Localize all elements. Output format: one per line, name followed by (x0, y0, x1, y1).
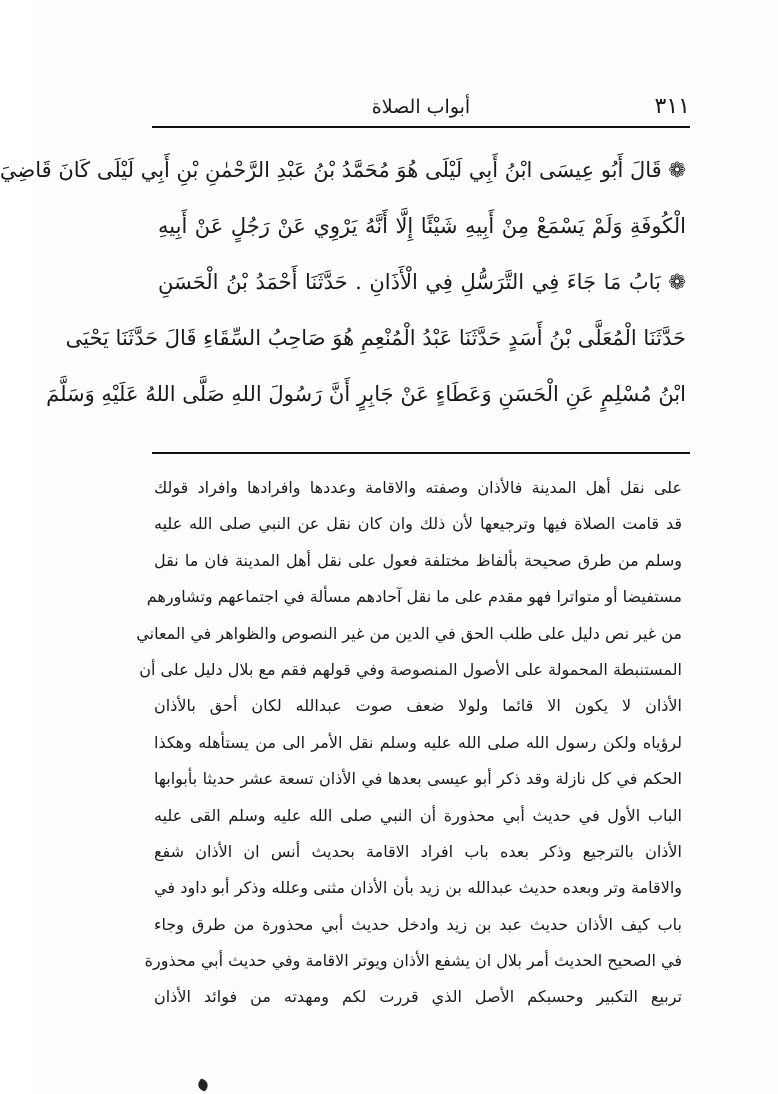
commentary-line: من غير نص دليل على طلب الحق في الدين من غير النصوص والظواهر في المعاني (136, 623, 682, 643)
commentary-line: الباب الأول في حديث أبي محذورة أن النبي صلى الله عليه وسلم القى عليه (154, 805, 682, 825)
hadith-line: الْكُوفَةِ وَلَمْ يَسْمَعْ مِنْ أَبِيهِ شَيْئًا إِلَّا أَنَّهُ يَرْوِي عَنْ رَجُلٍ عَنْ أَبِيهِ (158, 214, 686, 238)
commentary-line: على نقل أهل المدينة فالأذان وصفته والاقامة وعددها وافرادها وافراد قولك (154, 478, 682, 497)
ink-mark (196, 1078, 210, 1092)
commentary-line: لرؤياه ولكن رسول الله صلى الله عليه وسلم نقل الأمر الى من يستأهله وهكذا (154, 732, 682, 752)
commentary-line: قد قامت الصلاة فيها وترجيعها لأن ذلك وان كان نقل عن النبي صلى الله عليه (154, 514, 682, 534)
hadith-line: ❁ قَالَ أَبُو عِيسَى ابْنُ أَبِي لَيْلَى هُوَ مُحَمَّدُ بْنُ عَبْدِ الرَّحْمٰنِ بْنِ أَبِي لَيْلَى كَانَ قَاضِيَ (0, 158, 686, 182)
hadith-line: ❁ بَابُ مَا جَاءَ فِي التَّرَسُّلِ فِي الْأَذَانِ . حَدَّثَنَا أَحْمَدُ بْنُ الْحَسَنِ (158, 270, 686, 294)
commentary-line: باب كيف الأذان حديث عبد بن زيد وادخل حديث أبي محذورة من طرق وجاء (154, 914, 682, 934)
commentary-line: مستفيضا أو متواترا فهو مقدم على ما نقل آحادهم مسألة في اجتماعهم وتشاورهم (146, 587, 682, 607)
page-number: ٣١١ (654, 94, 690, 119)
running-title: أبواب الصلاة (371, 96, 471, 118)
commentary-line: تربيع التكبير وحسبكم الأصل الذي قررت لكم ومهدته من فوائد الأذان (154, 987, 682, 1007)
page-header (152, 92, 690, 124)
commentary-text (136, 470, 682, 1016)
commentary-line: المستنبطة المحمولة على الأصول المنصوصة وفي قولهم فقم مع بلال دليل على أن (139, 659, 682, 679)
commentary-line: في الصحيح الحديث أمر بلال ان يشفع الأذان ويوتر الاقامة وفي حديث أبي محذورة (144, 951, 682, 971)
hadith-line: ابْنُ مُسْلِمٍ عَنِ الْحَسَنِ وَعَطَاءٍ عَنْ جَابِرٍ أَنَّ رَسُولَ اللهِ صَلَّى اللهُ عَلَيْهِ وَسَلَّمَ (46, 382, 686, 406)
commentary-line: الأذان بالترجيع وذكر بعده باب افراد الاقامة بحديث أنس ان الأذان شفع (154, 841, 682, 861)
header-rule (152, 126, 690, 128)
hadith-line: حَدَّثَنَا الْمُعَلَّى بْنُ أَسَدٍ حَدَّثَنَا عَبْدُ الْمُنْعِمِ هُوَ صَاحِبُ السِّقَاءِ قَالَ حَدَّثَنَا يَحْيَى (65, 326, 686, 350)
hadith-text (0, 142, 686, 422)
section-divider (152, 452, 690, 454)
commentary-line: الحكم في كل نازلة وقد ذكر أبو عيسى بعدها في الأذان تسعة عشر حديثا بأبوابها (154, 769, 682, 789)
commentary-line: والاقامة وتر وبعده حديث عبدالله بن زيد بأن الأذان مثنى وعلله وذكر أبو داود في (154, 878, 682, 898)
commentary-line: وسلم من طرق صحيحة بألفاظ مختلفة فعول على نقل أهل المدينة فان ما نقل (154, 550, 682, 570)
commentary-line: الأذان لا يكون الا قائما ولولا ضعف صوت عبدالله لكان أحق بالأذان (154, 696, 682, 716)
